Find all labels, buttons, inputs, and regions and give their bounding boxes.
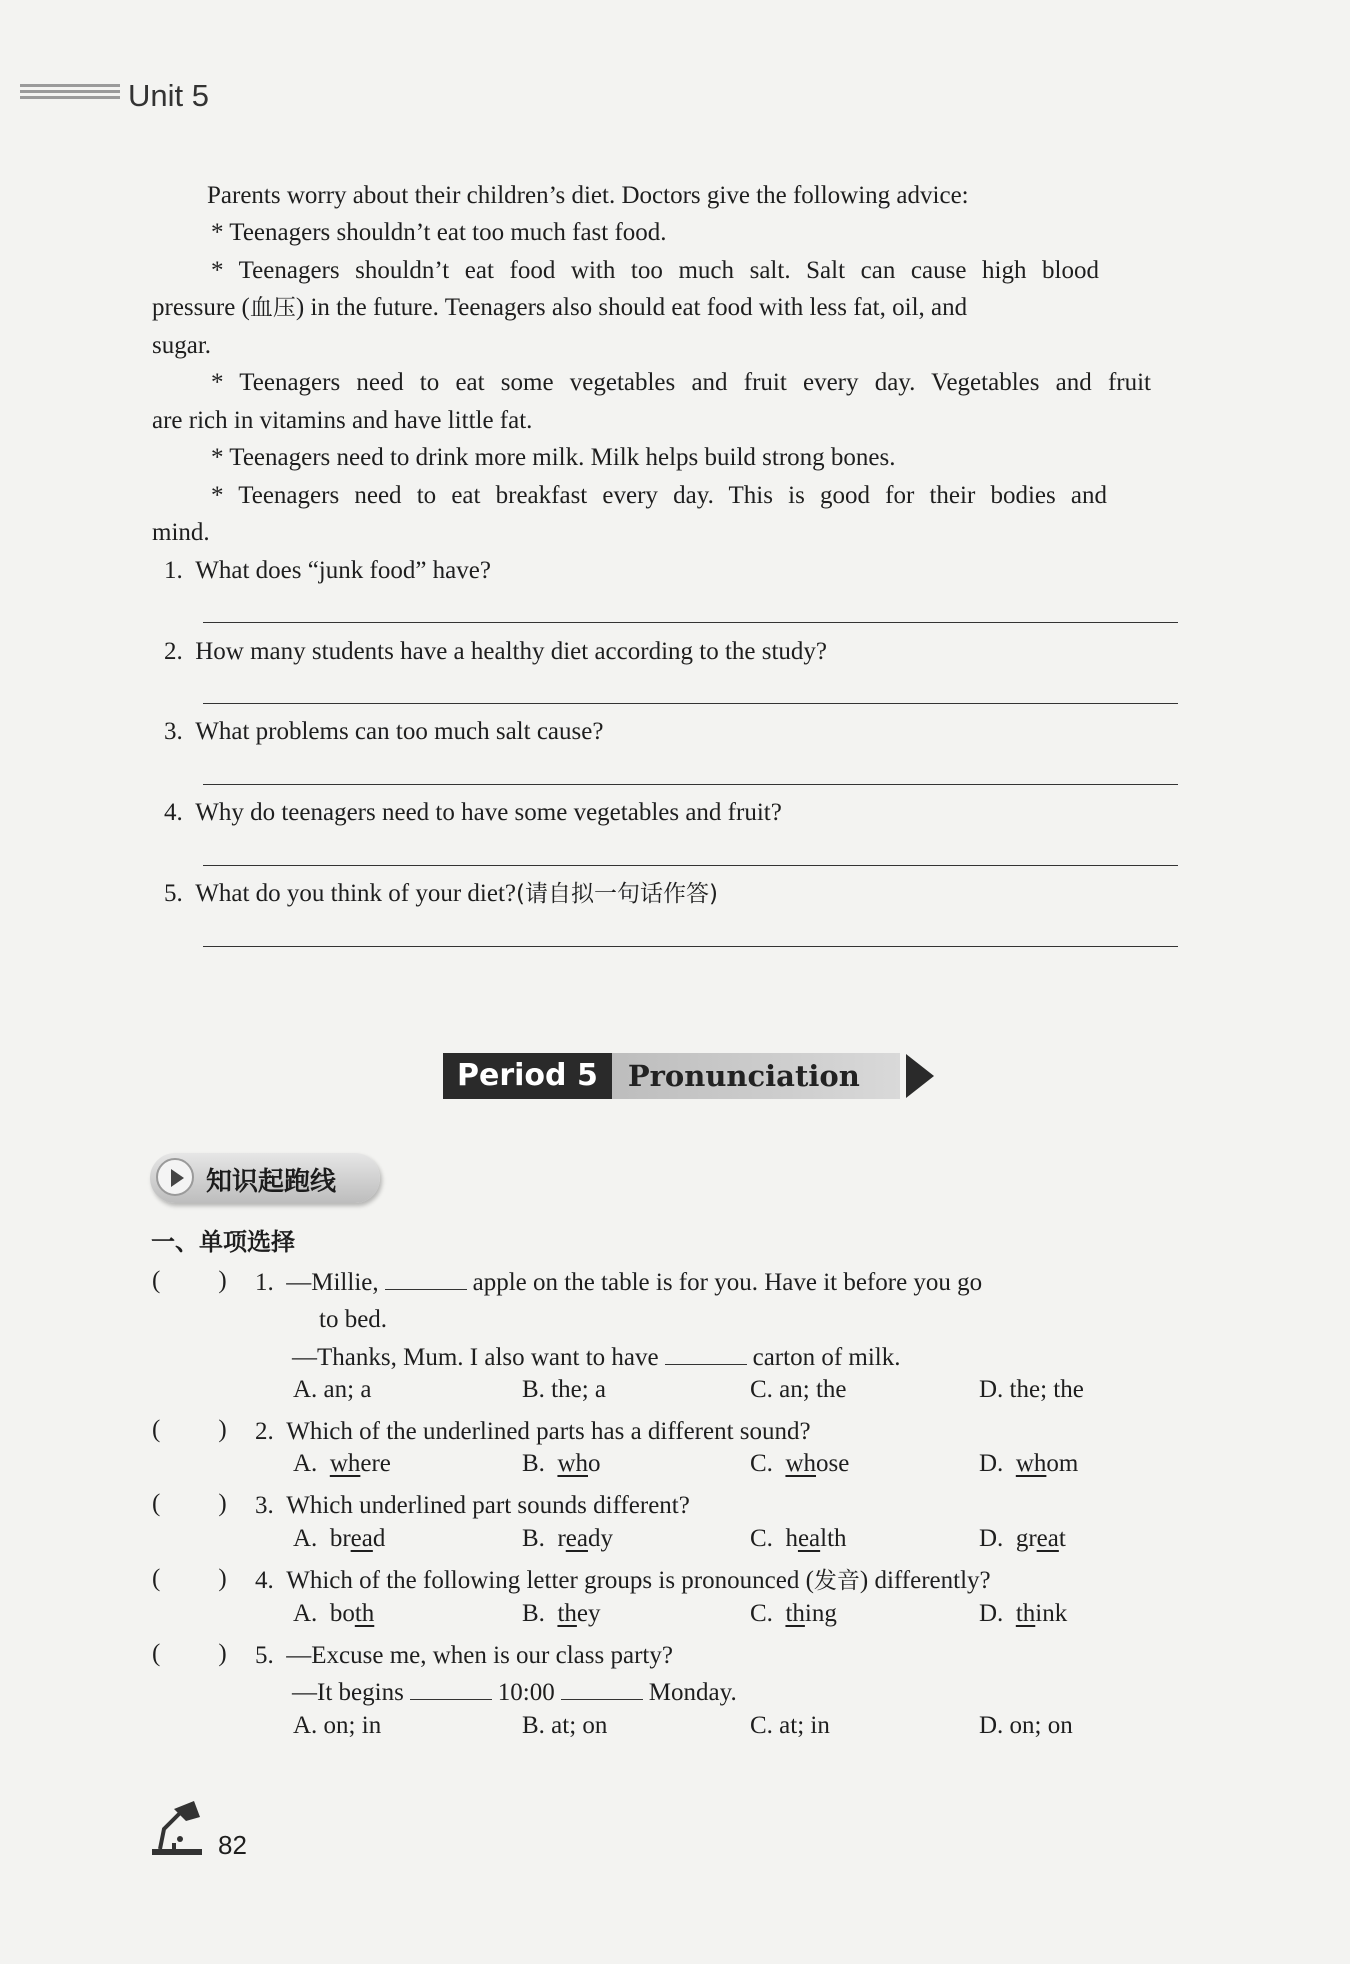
question-number: 5. (255, 1642, 274, 1669)
option-a[interactable] (293, 1450, 391, 1478)
question-1 (164, 552, 491, 590)
question-text: Why do teenagers need to have some vegetables and fruit? (195, 799, 782, 826)
answer-paren-1[interactable] (152, 1267, 227, 1295)
question-number: 5. (164, 880, 183, 907)
question-number: 3. (164, 718, 183, 745)
question-text: carton of milk. (752, 1344, 901, 1371)
page-number: 82 (218, 1830, 247, 1860)
question-2 (164, 633, 827, 671)
question-4 (164, 794, 782, 832)
period-title: Pronunciation (612, 1053, 900, 1099)
option-underlined: wh (557, 1450, 588, 1477)
unit-title: Unit 5 (128, 78, 209, 113)
option-underlined: wh (785, 1450, 816, 1477)
question-text: Which underlined part sounds different? (286, 1492, 690, 1519)
question-text: What problems can too much salt cause? (195, 718, 604, 745)
mcq-1-line-3 (292, 1339, 901, 1377)
passage-line: mind. (152, 519, 210, 546)
answer-line-5[interactable] (203, 946, 1178, 947)
passage-line: are rich in vitamins and have little fat. (152, 407, 533, 434)
passage-line: * Teenagers need to eat breakfast every day. This is good for their bodies and (211, 482, 1107, 509)
question-text: How many students have a healthy diet according to the study? (195, 638, 828, 665)
mcq-1-line-1 (255, 1264, 982, 1302)
option-text: h (785, 1525, 798, 1552)
passage-cjk: 血压 (249, 295, 296, 321)
option-underlined: th (557, 1600, 577, 1627)
paren-open: ( (152, 1267, 161, 1294)
option-text: lth (820, 1525, 847, 1552)
passage-line (152, 289, 1128, 328)
passage-text: ) in the future. Teenagers also should eat food with less fat, oil, and (295, 294, 968, 321)
question-text: apple on the table is for you. Have it before you go (472, 1269, 983, 1296)
passage-text: pressure ( (152, 294, 250, 321)
mcq-5-line-2 (292, 1674, 737, 1712)
question-5 (164, 875, 718, 914)
option-c[interactable]: C. an; the (750, 1376, 847, 1403)
question-3 (164, 713, 603, 751)
option-underlined: th (1015, 1600, 1036, 1627)
play-icon (156, 1158, 194, 1196)
mcq-3-line (255, 1487, 690, 1525)
option-letter: B. (522, 1525, 545, 1552)
option-letter: C. (750, 1450, 773, 1477)
paren-close: ) (218, 1416, 227, 1443)
option-underlined: ea (797, 1525, 821, 1552)
question-number: 1. (164, 557, 183, 584)
answer-line-2[interactable] (203, 703, 1178, 704)
question-number: 2. (164, 638, 183, 665)
question-text: —Thanks, Mum. I also want to have (292, 1344, 659, 1371)
arrow-right-icon (906, 1054, 934, 1098)
option-letter: D. (979, 1525, 1004, 1552)
question-note: (请自拟一句话作答) (516, 881, 718, 907)
option-letter: A. (293, 1600, 318, 1627)
passage-line: * Teenagers shouldn’t eat food with too much salt. Salt can cause high blood (211, 257, 1099, 284)
option-a[interactable] (293, 1525, 385, 1553)
fill-blank[interactable] (385, 1271, 467, 1290)
option-underlined: wh (1015, 1450, 1047, 1477)
paren-close: ) (218, 1565, 227, 1592)
option-underlined: th (785, 1600, 805, 1627)
option-underlined: wh (329, 1450, 361, 1477)
fill-blank[interactable] (410, 1681, 492, 1700)
option-underlined: th (354, 1600, 375, 1627)
option-text: ey (576, 1600, 601, 1627)
option-b[interactable] (522, 1450, 601, 1478)
option-letter: A. (293, 1525, 318, 1552)
question-number: 4. (255, 1567, 274, 1594)
question-text: —It begins (292, 1679, 404, 1706)
fill-blank[interactable] (665, 1346, 747, 1365)
question-text: Which of the following letter groups is pronounced ( (286, 1567, 814, 1594)
answer-line-1[interactable] (203, 622, 1178, 623)
answer-paren-3[interactable] (152, 1490, 227, 1518)
answer-line-4[interactable] (203, 865, 1178, 866)
option-underlined: ea (350, 1525, 373, 1552)
paren-open: ( (152, 1416, 161, 1443)
question-number: 3. (255, 1492, 274, 1519)
question-number: 2. (255, 1418, 274, 1445)
option-letter: C. (750, 1600, 773, 1627)
option-text: r (557, 1525, 566, 1552)
question-text: Which of the underlined parts has a different sound? (286, 1418, 811, 1445)
passage-line: Parents worry about their children’s diet. Doctors give the following advice: (207, 182, 969, 209)
paren-open: ( (152, 1640, 161, 1667)
option-a[interactable]: A. an; a (293, 1376, 372, 1403)
option-underlined: ea (565, 1525, 588, 1552)
passage-line: * Teenagers shouldn’t eat too much fast food. (211, 219, 667, 246)
option-text: ose (816, 1450, 850, 1477)
option-c[interactable] (750, 1600, 837, 1628)
question-text: Monday. (648, 1679, 737, 1706)
fill-blank[interactable] (561, 1681, 643, 1700)
option-text: ink (1035, 1600, 1068, 1627)
question-text: What do you think of your diet? (195, 880, 517, 907)
option-d[interactable]: D. the; the (979, 1376, 1084, 1403)
question-text: ) differently? (859, 1567, 991, 1594)
option-b[interactable] (522, 1600, 601, 1628)
option-d[interactable] (979, 1525, 1066, 1553)
paren-open: ( (152, 1490, 161, 1517)
option-c[interactable]: C. at; in (750, 1712, 830, 1739)
question-cjk: 发音 (813, 1568, 860, 1594)
answer-line-3[interactable] (203, 784, 1178, 785)
paren-close: ) (218, 1490, 227, 1517)
mcq-1-line-2: to bed. (319, 1306, 388, 1333)
option-text: ere (360, 1450, 391, 1477)
option-b[interactable]: B. the; a (522, 1376, 607, 1403)
option-letter: D. (979, 1450, 1004, 1477)
mcq-4-line (255, 1562, 991, 1601)
passage-line: * Teenagers need to eat some vegetables and fruit every day. Vegetables and fruit (211, 369, 1151, 396)
paren-close: ) (218, 1267, 227, 1294)
answer-paren-2[interactable] (152, 1416, 227, 1444)
option-text: gr (1015, 1525, 1037, 1552)
section-label-pill (150, 1153, 380, 1203)
section-label: 知识起跑线 (206, 1167, 337, 1197)
question-text: —Millie, (286, 1269, 379, 1296)
option-text: dy (587, 1525, 613, 1552)
desk-lamp-icon (150, 1799, 204, 1857)
answer-paren-5[interactable] (152, 1640, 227, 1668)
option-text: ing (804, 1600, 837, 1627)
option-text: o (588, 1450, 601, 1477)
answer-paren-4[interactable] (152, 1565, 227, 1593)
option-letter: B. (522, 1450, 545, 1477)
option-text: d (372, 1525, 386, 1552)
header-stripes (20, 84, 120, 114)
paren-open: ( (152, 1565, 161, 1592)
section-subheading: 一、单项选择 (151, 1228, 295, 1256)
option-letter: D. (979, 1600, 1004, 1627)
passage-line: * Teenagers need to drink more milk. Milk helps build strong bones. (211, 444, 896, 471)
option-text: om (1046, 1450, 1079, 1477)
option-underlined: ea (1036, 1525, 1059, 1552)
option-b[interactable] (522, 1525, 613, 1553)
option-b[interactable]: B. at; on (522, 1712, 608, 1739)
mcq-5-line-1 (255, 1637, 673, 1675)
mcq-2-line (255, 1413, 811, 1451)
option-letter: B. (522, 1600, 545, 1627)
question-number: 4. (164, 799, 183, 826)
option-c[interactable] (750, 1525, 847, 1553)
question-text: 10:00 (497, 1679, 555, 1706)
option-text: t (1058, 1525, 1066, 1552)
option-d[interactable]: D. on; on (979, 1712, 1073, 1739)
option-d[interactable] (979, 1450, 1078, 1478)
period-label: Period 5 (443, 1053, 612, 1099)
option-text: bo (329, 1600, 355, 1627)
period-banner (443, 1053, 934, 1099)
option-a[interactable]: A. on; in (293, 1712, 382, 1739)
question-text: What does “junk food” have? (195, 557, 491, 584)
option-text: br (329, 1525, 351, 1552)
option-a[interactable] (293, 1600, 374, 1628)
paren-close: ) (218, 1640, 227, 1667)
option-letter: A. (293, 1450, 318, 1477)
option-c[interactable] (750, 1450, 849, 1478)
question-number: 1. (255, 1269, 274, 1296)
option-letter: C. (750, 1525, 773, 1552)
passage-line: sugar. (152, 332, 212, 359)
option-d[interactable] (979, 1600, 1067, 1628)
question-text: —Excuse me, when is our class party? (286, 1642, 673, 1669)
